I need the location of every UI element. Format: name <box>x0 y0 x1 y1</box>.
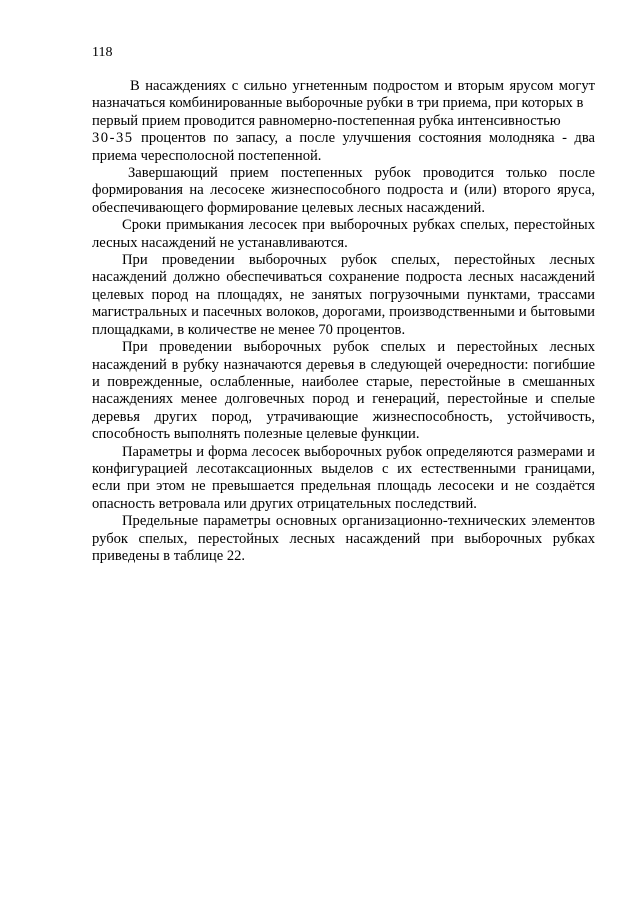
paragraph-final-stage: Завершающий прием постепенных рубок проводится только после формирования на лесосеке жизнеспособного подроста и (или) второго яруса, обеспечивающего формирование целевых лесных насаждений. <box>92 165 595 216</box>
paragraph-undergrowth-preservation: При проведении выборочных рубок спелых, перестойных лесных насаждений должно обеспечиваться сохранение подроста лесных насаждений целевых пород на площадях, не занятых погрузочными пунктами, трассами магистральных и пасечных волоков, дорогами, производственными и бытовыми площадками, в количестве не менее 70 процентов. <box>92 252 595 338</box>
paragraph-first-stage: первый прием проводится равномерно-постепенная рубка интенсивностью <box>92 112 561 129</box>
document-body <box>92 78 595 565</box>
intensity-text: процентов по запасу, а после улучшения состояния молодняка - два приема чересполосной постепенной. <box>92 130 595 164</box>
paragraph-tree-order: При проведении выборочных рубок спелых и перестойных лесных насаждений в рубку назначаются деревья в следующей очередности: погибшие и поврежденные, ослабленные, наиболее старые, перестойные в смешанных насаждениях менее долговечных пород и генераций, перестойные и спелые деревья других пород, утрачивающие жизнеспособность, устойчивость, способность выполнять полезные целевые функции. <box>92 339 595 443</box>
paragraph-first-stage-continued <box>92 130 595 165</box>
paragraph-adjacency-terms: Сроки примыкания лесосек при выборочных рубках спелых, перестойных лесных насаждений не устанавливаются. <box>92 217 595 251</box>
paragraph-cutting-area-parameters: Параметры и форма лесосек выборочных рубок определяются размерами и конфигурацией лесотаксационных выделов с их естественными границами, если при этом не превышается предельная площадь лесосеки и не создаётся опасность ветровала или других отрицательных последствий. <box>92 443 595 512</box>
paragraph-table-reference: Предельные параметры основных организационно-технических элементов рубок спелых, перестойных лесных насаждений при выборочных рубках приведены в таблице 22. <box>92 513 595 564</box>
intensity-range: 30-35 <box>92 130 134 147</box>
paragraph-combined-cuttings: В насаждениях с сильно угнетенным подростом и вторым ярусом могут назначаться комбинированные выборочные рубки в три приема, при которых в <box>92 78 595 112</box>
page-number: 118 <box>92 45 113 60</box>
